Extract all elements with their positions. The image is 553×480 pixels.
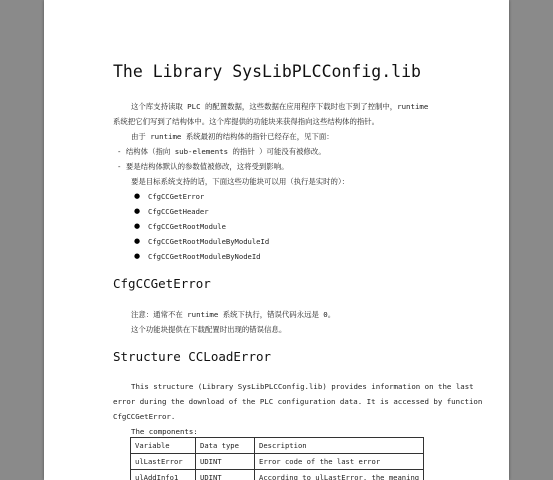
dash-item: - 要是结构体默认的参数值被修改，这将受到影响。: [117, 162, 289, 171]
intro-paragraph-line: 要是目标系统支持的话，下面这些功能块可以用（执行是实时的）：: [131, 177, 350, 186]
table-cell: UDINT: [196, 470, 255, 480]
section-paragraph-line: error during the download of the PLC configuration data. It is accessed by function: [113, 397, 483, 406]
table-cell: ulAddInfo1: [131, 470, 196, 480]
table-cell: According to ulLastError, the meaning: [255, 470, 424, 480]
bullet-icon: ●: [134, 237, 141, 245]
section-paragraph-line: 注意：通常不在 runtime 系统下执行，错误代码永远是 0。: [131, 310, 336, 319]
table-header-cell: Variable: [131, 438, 196, 454]
bullet-icon: ●: [134, 252, 141, 260]
section-paragraph-line: CfgCCGetError.: [113, 412, 176, 421]
bullet-icon: ●: [134, 207, 141, 215]
bullet-icon: ●: [134, 192, 141, 200]
dash-item: - 结构体（指向 sub-elements 的指针 ）可能没有被修改。: [117, 147, 326, 156]
table-header-cell: Description: [255, 438, 424, 454]
section-heading: Structure CCLoadError: [113, 349, 272, 364]
bullet-icon: ●: [134, 222, 141, 230]
table-row: [131, 470, 424, 480]
intro-paragraph-line: 系统把它们写到了结构体中。这个库提供的功能块来获得指向这些结构体的指针。: [113, 117, 380, 126]
document-page: [44, 0, 509, 480]
section-paragraph-line: This structure (Library SysLibPLCConfig.lib) provides information on the last: [131, 382, 474, 391]
intro-paragraph-line: 由于 runtime 系统最初的结构体的指针已经存在，见下面：: [131, 132, 334, 141]
components-label: The components:: [131, 427, 198, 436]
page-title: The Library SysLibPLCConfig.lib: [113, 62, 421, 81]
section-heading: CfgCCGetError: [113, 276, 211, 291]
section-paragraph-line: 这个功能块提供在下载配置时出现的错误信息。: [131, 325, 287, 334]
list-item: CfgCCGetRootModule: [148, 222, 226, 231]
table-cell: ulLastError: [131, 454, 196, 470]
table-cell: UDINT: [196, 454, 255, 470]
table-cell: Error code of the last error: [255, 454, 424, 470]
table-row: [131, 454, 424, 470]
list-item: CfgCCGetRootModuleByNodeId: [148, 252, 261, 261]
table-header-cell: Data type: [196, 438, 255, 454]
list-item: CfgCCGetRootModuleByModuleId: [148, 237, 270, 246]
intro-paragraph-line: 这个库支持读取 PLC 的配置数据，这些数据在应用程序下载时也下到了控制中，runtime: [131, 102, 429, 111]
list-item: CfgCCGetHeader: [148, 207, 209, 216]
table-header-row: [131, 438, 424, 454]
list-item: CfgCCGetError: [148, 192, 205, 201]
components-table: [130, 437, 424, 480]
